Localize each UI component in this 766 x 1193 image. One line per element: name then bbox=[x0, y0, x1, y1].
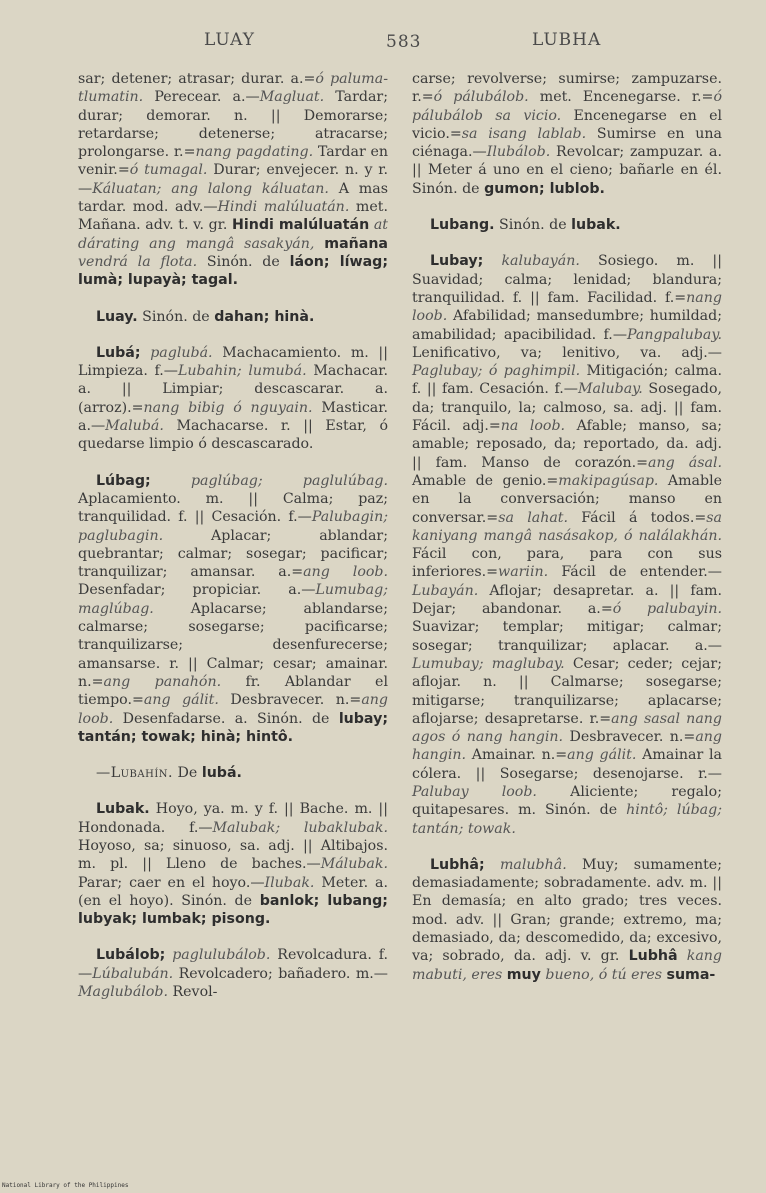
tagalog-phrase: Lumubag; maglúbag. bbox=[78, 582, 388, 617]
entry-text: Sinón. de bbox=[137, 308, 215, 325]
tagalog-phrase: ang gálit. bbox=[143, 692, 219, 709]
tagalog-phrase: ó palumatlumatin. bbox=[78, 71, 389, 106]
entry-text: Machacarse. r. || Estar, ó quedarse limpio ó descascarado. bbox=[78, 418, 388, 453]
tagalog-phrase: Lubahin; lumubá. bbox=[177, 363, 307, 380]
tagalog-phrase: makipagúsap. bbox=[558, 472, 659, 489]
entry-text: Tardar; durar; demorar. n. || Demorarse; retardarse; detenerse; atracarse; prolongarse. r.= bbox=[78, 89, 388, 161]
entry-text: Aflojar; desapretar. a. || fam. Dejar; abandonar. a.= bbox=[412, 582, 722, 618]
tagalog-phrase: Palubagin; paglubagin. bbox=[78, 509, 388, 544]
entry-text: Desbravecer. n.= bbox=[563, 729, 696, 746]
headword: Lubang. bbox=[430, 217, 495, 234]
cross-reference: lubak. bbox=[571, 217, 621, 234]
entry-text bbox=[141, 345, 151, 361]
tagalog-phrase: ang ásal. bbox=[648, 454, 722, 471]
headword: Lubay; bbox=[430, 253, 484, 270]
tagalog-phrase: Lubayán. bbox=[412, 582, 479, 599]
tagalog-phrase: ang panahón. bbox=[103, 673, 222, 690]
entry-text: Sosiego. m. || Suavidad; calma; lenidad; blandura; tranquilidad. f. || fam. Facilidad. f.= bbox=[412, 253, 722, 306]
example-bold: Hindi malúluatán bbox=[232, 217, 370, 234]
entry-lubahin bbox=[78, 764, 388, 782]
entry-text: Mitigación; calma. f. || fam. Cesación. f.— bbox=[412, 363, 723, 398]
tagalog-phrase: ó pálubálob. bbox=[433, 89, 529, 106]
entry-text: Amainar la cólera. || Sosegarse; desenojarse. r.— bbox=[412, 747, 723, 782]
tagalog-phrase: ó tumagal. bbox=[129, 162, 208, 179]
tagalog-phrase: malubhâ. bbox=[499, 856, 567, 873]
entry-text: Hoyo, ya. m. y f. || Bache. m. || Hondonada. f.— bbox=[78, 801, 388, 836]
headword: Lubá; bbox=[96, 344, 141, 361]
library-credit: National Library of the Philippines bbox=[2, 1182, 129, 1189]
entry-text: Machacamiento. m. || Limpieza. f.— bbox=[78, 344, 388, 380]
entry-text: Fácil á todos.= bbox=[568, 509, 707, 526]
tagalog-phrase: Paglubay; ó paghimpil. bbox=[412, 363, 581, 380]
entry-text: Lenificativo, va; lenitivo, va. adj.— bbox=[412, 344, 722, 361]
running-head bbox=[0, 30, 766, 54]
entry-text: Aplacamiento. m. || Calma; paz; tranquilidad. f. || Cesación. f.— bbox=[78, 490, 388, 526]
entry-text: Aliciente; regalo; quitapesares. m. Sinón. de bbox=[412, 783, 723, 819]
entry-lubak bbox=[78, 800, 388, 928]
entry-text: Amainar. n.= bbox=[466, 747, 568, 764]
entry-text: Durar; envejecer. n. y r.— bbox=[78, 162, 389, 197]
example-bold: mañana bbox=[324, 235, 389, 252]
entry-text: Cesar; ceder; cejar; aflojar. n. || Calmarse; sosegarse; mitigarse; tranquilizarse; aplacarse; aflojarse; desapretarse. r.= bbox=[412, 655, 722, 727]
tagalog-phrase: ang loob. bbox=[303, 564, 388, 581]
tagalog-phrase: ang sasal nang agos ó nang hangin. bbox=[412, 710, 722, 746]
entry-lubha bbox=[412, 856, 722, 984]
entry-luba bbox=[78, 344, 388, 454]
entry-text: Afable; manso, sa; amable; reposado, da; reportado, da. adj. || fam. Manso de corazón.= bbox=[412, 418, 723, 471]
tagalog-phrase: Magluat. bbox=[259, 89, 325, 106]
entry-text: met. Mañana. adv. t. v. gr. bbox=[78, 199, 388, 234]
entry-text: De bbox=[173, 765, 202, 782]
synonym-refs: lubay; tantán; towak; hinà; hintô. bbox=[78, 710, 388, 745]
tagalog-phrase: paglulubálob. bbox=[172, 947, 271, 964]
synonym-refs: láon; líwag; lumà; lupayà; tagal. bbox=[78, 253, 389, 289]
entry-lubang bbox=[412, 216, 722, 234]
entry-text bbox=[485, 857, 500, 873]
tagalog-phrase: Málubak. bbox=[320, 856, 388, 873]
synonym-refs: dahan; hinà. bbox=[214, 308, 315, 325]
left-column bbox=[78, 70, 388, 1019]
entry-lubag bbox=[78, 472, 388, 746]
entry-text: Afabilidad; mansedumbre; humildad; amabilidad; apacibilidad. f.— bbox=[412, 308, 722, 343]
header-left-guideword: LUAY bbox=[204, 30, 255, 50]
tagalog-phrase: Káluatan; ang lalong káluatan. bbox=[92, 180, 329, 197]
tagalog-phrase: paglubá. bbox=[150, 344, 213, 361]
tagalog-phrase: Lúbalubán. bbox=[92, 965, 174, 982]
entry-text: Amable de genio.= bbox=[412, 472, 559, 489]
headword: Lubhâ; bbox=[430, 856, 485, 873]
tagalog-phrase: ó palubayin. bbox=[612, 601, 723, 618]
entry-text bbox=[483, 253, 501, 269]
entry-text: Parar; caer en el hoyo.— bbox=[78, 874, 265, 891]
tagalog-phrase: bueno, ó tú eres bbox=[545, 966, 662, 983]
entry-text: Sumirse en una ciénaga.— bbox=[412, 125, 722, 161]
entry-text: Fácil con, para, para con sus inferiores.= bbox=[412, 546, 722, 581]
tagalog-phrase: kang mabuti, eres bbox=[412, 948, 722, 983]
tagalog-phrase: Lumubay; maglubay. bbox=[412, 655, 565, 672]
tagalog-phrase: Malubak; lubaklubak. bbox=[212, 819, 388, 836]
headword: Lubak. bbox=[96, 801, 150, 818]
entry-text: Sinón. de bbox=[197, 253, 290, 270]
tagalog-phrase: paglúbag; paglulúbag. bbox=[190, 472, 388, 489]
entry-text: Desenfadar; propiciar. a.— bbox=[78, 582, 316, 599]
entry-text bbox=[314, 236, 324, 252]
example-bold: muy bbox=[506, 966, 541, 983]
page-number: 583 bbox=[386, 32, 422, 52]
entry-text: Perecear. a.— bbox=[143, 89, 260, 106]
right-column bbox=[412, 70, 722, 1002]
entry-lubalob-continued bbox=[412, 70, 722, 198]
tagalog-phrase: ang gálit. bbox=[567, 747, 637, 764]
synonym-refs: gumon; lublob. bbox=[484, 180, 605, 197]
entry-text: Revol- bbox=[167, 984, 218, 1001]
tagalog-phrase: sa lahat. bbox=[498, 509, 569, 526]
entry-text: Amable en la conversación; manso en conversar.= bbox=[412, 472, 723, 526]
tagalog-phrase: Malubay. bbox=[577, 381, 643, 398]
synonym-refs: banlok; lubang; lubyak; lumbak; pisong. bbox=[78, 892, 388, 928]
entry-luay bbox=[78, 308, 388, 326]
entry-text: fr. Ablandar el tiempo.= bbox=[78, 673, 388, 709]
entry-text: A mas tardar. mod. adv.— bbox=[78, 180, 388, 216]
tagalog-phrase: sa kaniyang mangâ nasásakop, ó nalálakhán. bbox=[412, 509, 722, 544]
subentry-headword: —Lubahín. bbox=[96, 765, 174, 782]
entry-lubalob bbox=[78, 946, 388, 1001]
headword: Lubálob; bbox=[96, 947, 166, 964]
tagalog-phrase: Palubay loob. bbox=[412, 783, 537, 800]
tagalog-phrase: Ilubálob. bbox=[486, 144, 551, 161]
tagalog-phrase: sa isang lablab. bbox=[461, 125, 587, 142]
tagalog-phrase: Pangpalubay. bbox=[627, 326, 722, 343]
entry-text bbox=[151, 473, 191, 489]
tagalog-phrase: vendrá la flota. bbox=[78, 253, 198, 270]
headword: Luay. bbox=[96, 308, 138, 325]
entry-text: Fácil de entender.— bbox=[548, 564, 722, 581]
entry-text: Revolcadura. f.— bbox=[78, 947, 388, 982]
tagalog-phrase: nang pagdating. bbox=[195, 144, 314, 161]
tagalog-phrase: at dárating ang mangâ sasakyán, bbox=[78, 217, 389, 252]
entry-text: Meter. a. (en el hoyo). Sinón. de bbox=[78, 874, 388, 909]
cross-reference: lubá. bbox=[201, 765, 242, 782]
example-bold: Lubhâ bbox=[628, 948, 678, 965]
entry-text: Aplacarse; ablandarse; calmarse; sosegarse; pacificarse; tranquilizarse; desenfurecerse; amansarse. r. || Calmar; cesar; amainar. n.= bbox=[78, 600, 388, 690]
tagalog-phrase: ó pálubálob sa vicio. bbox=[412, 89, 722, 124]
entry-text: Masticar. a.— bbox=[78, 399, 388, 435]
entry-text: Tardar en venir.= bbox=[78, 144, 388, 179]
tagalog-phrase: nang loob. bbox=[412, 289, 722, 325]
tagalog-phrase: nang bibig ó nguyain. bbox=[143, 399, 313, 416]
tagalog-phrase: kalubayán. bbox=[501, 253, 580, 270]
tagalog-phrase: hintô; lúbag; tantán; towak. bbox=[412, 802, 722, 837]
entry-text: Suavizar; templar; mitigar; calmar; sosegar; tranquilizar; aplacar. a.— bbox=[412, 619, 722, 654]
tagalog-phrase: Maglubálob. bbox=[78, 984, 168, 1001]
entry-text: Machacar. a. || Limpiar; descascarar. a. (arroz).= bbox=[78, 363, 388, 416]
tagalog-phrase: ang hangin. bbox=[412, 729, 723, 764]
entry-text: Desbravecer. n.= bbox=[218, 692, 362, 709]
headword: Lúbag; bbox=[96, 472, 151, 489]
entry-text: Sosegado, da; tranquilo, la; calmoso, sa. adj. || fam. Fácil. adj.= bbox=[412, 381, 722, 435]
entry-text: Aplacar; ablandar; quebrantar; calmar; sosegar; pacificar; tranquilizar; amansar. a.= bbox=[78, 527, 388, 581]
entry-text bbox=[678, 948, 687, 964]
entry-text: Sinón. de bbox=[494, 217, 572, 234]
tagalog-phrase: Malubá. bbox=[105, 418, 164, 435]
tagalog-phrase: Ilubak. bbox=[264, 874, 315, 891]
entry-text: Encenegarse en el vicio.= bbox=[412, 107, 723, 142]
entry-text: carse; revolverse; sumirse; zampuzarse. r.= bbox=[412, 71, 722, 106]
example-bold: suma- bbox=[666, 966, 716, 983]
tagalog-phrase: wariin. bbox=[498, 564, 549, 581]
entry-text: Muy; sumamente; demasiadamente; sobradamente. adv. m. || En demasía; en alto grado; tres veces. mod. adv. || Gran; grande; extremo, ma; demasiado, da; descomedido, da; excesivo, va; sobrado, da. adj. v. gr. bbox=[412, 856, 722, 965]
entry-text: Desenfadarse. a. Sinón. de bbox=[113, 710, 339, 727]
entry-text: sar; detener; atrasar; durar. a.= bbox=[78, 71, 316, 87]
header-right-guideword: LUBHA bbox=[532, 30, 602, 50]
entry-luay-continued bbox=[78, 70, 388, 290]
entry-text: met. Encenegarse. r.= bbox=[528, 89, 714, 106]
tagalog-phrase: na loob. bbox=[500, 418, 566, 435]
entry-text: Revolcadero; bañadero. m.— bbox=[173, 965, 388, 982]
tagalog-phrase: ang loob. bbox=[78, 692, 388, 727]
entry-text: Revolcar; zampuzar. a. || Meter á uno en el cieno; bañarle en él. Sinón. de bbox=[412, 144, 722, 197]
entry-lubay bbox=[412, 252, 722, 838]
tagalog-phrase: Hindi malúluatán. bbox=[217, 199, 350, 216]
entry-text: Hoyoso, sa; sinuoso, sa. adj. || Altibajos. m. pl. || Lleno de baches.— bbox=[78, 837, 388, 873]
